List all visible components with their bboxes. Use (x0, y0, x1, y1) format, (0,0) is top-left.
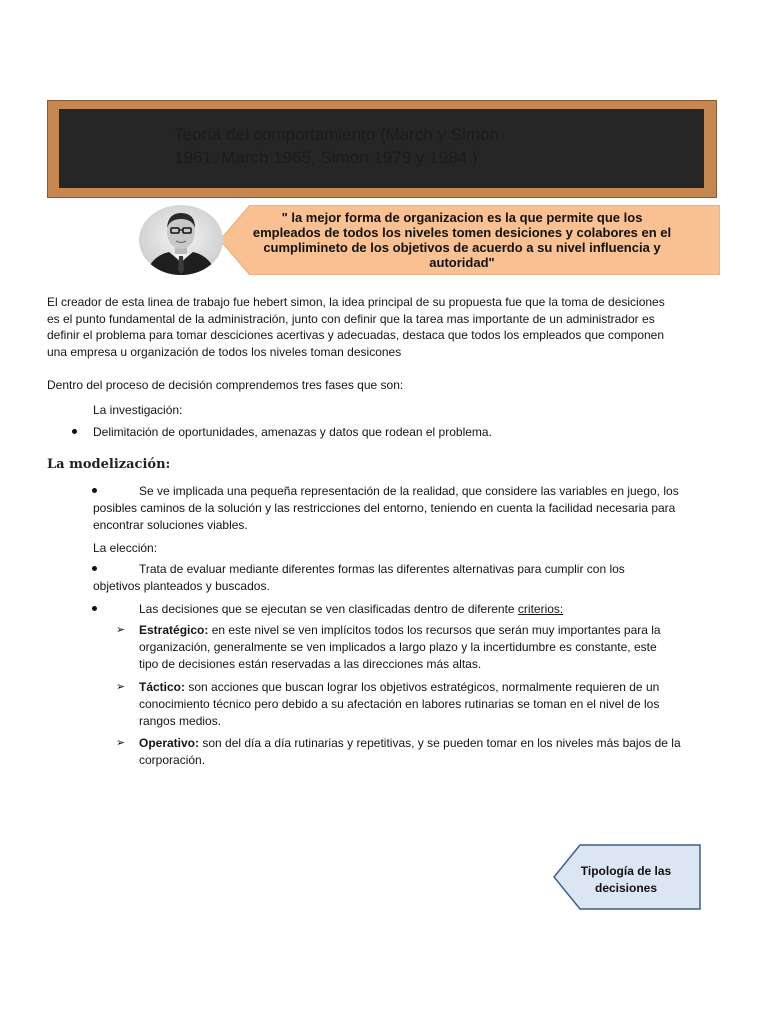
intro-line-2: es el punto fundamental de la administración, junto con definir que la tarea mas importante de un administrador es (47, 311, 655, 326)
investigacion-label: La investigación: (93, 403, 183, 417)
eleccion-label: La elección: (93, 541, 158, 555)
criterio-tactico (139, 679, 729, 729)
quote-line-1: " la mejor forma de organizacion es la que permite que los (281, 210, 643, 225)
estrategico-term: Estratégico: (139, 623, 209, 637)
intro-paragraph (47, 294, 727, 360)
callout-line-1: Tipología de las (580, 864, 672, 878)
operativo-line-1: son del día a día rutinarias y repetitivas, y se pueden tomar en los niveles más bajos de la (199, 736, 681, 750)
modelizacion-heading: La modelización: (47, 457, 171, 472)
bullet-icon (92, 566, 97, 571)
quote-line-4: autoridad" (429, 255, 495, 270)
operativo-term: Operativo: (139, 736, 200, 750)
arrow-bullet-icon: ➢ (116, 737, 126, 749)
portrait-photo (137, 204, 225, 276)
modelizacion-bullet-line-3: encontrar soluciones viables. (93, 518, 248, 532)
estrategico-line-3: tipo de decisiones están reservadas a las direcciones más altas. (139, 657, 482, 671)
quote-line-2: empleados de todos los niveles tomen desiciones y colabores en el (252, 225, 672, 240)
eleccion-bullet-line-2: objetivos planteados y buscados. (93, 579, 270, 593)
page-title (174, 123, 604, 169)
criteria-underlined-word: criterios: (517, 602, 564, 616)
tactico-line-1: son acciones que buscan lograr los objetivos estratégicos, normalmente requieren de un (185, 680, 660, 694)
bullet-icon (92, 488, 97, 493)
estrategico-line-1: en este nivel se ven implícitos todos los recursos que serán muy importantes para la (208, 623, 661, 637)
criterio-operativo (139, 735, 729, 768)
intro-line-4: una empresa u organización de todos los niveles toman desicones (47, 344, 402, 359)
arrow-bullet-icon: ➢ (116, 681, 126, 693)
callout-line-2: decisiones (594, 881, 658, 895)
criterio-estrategico (139, 622, 729, 672)
intro-line-3: definir el problema para tomar desciciones acertivas y adecuadas, destaca que todos los empleados que componen (47, 328, 665, 342)
page-title-line-2: 1961, March 1965, Simon 1979 y 1984 ) (174, 148, 478, 167)
callout-text (570, 863, 682, 897)
phases-intro: Dentro del proceso de decisión comprendemos tres fases que son: (47, 378, 404, 392)
tactico-term: Táctico: (139, 680, 186, 694)
tactico-line-2: conocimiento técnico pero debido a su afectación en labores rutinarias se toman en el nivel de los (139, 697, 660, 711)
operativo-line-2: corporación. (139, 753, 206, 767)
modelizacion-bullet-line-1: Se ve implicada una pequeña representación de la realidad, que considere las variables en juego, los (139, 484, 679, 498)
bullet-icon (72, 429, 77, 434)
page-title-line-1: Teoría del comportamiento (March y Simon (174, 125, 500, 144)
criteria-intro (139, 601, 563, 617)
quote-line-3: cumplimineto de los objetivos de acuerdo a su nivel influencia y (263, 240, 661, 255)
title-banner (47, 100, 717, 198)
investigacion-bullet: Delimitación de oportunidades, amenazas y datos que rodean el problema. (93, 425, 492, 439)
quote-text (232, 210, 692, 270)
estrategico-line-2: organización, generalmente se ven implicados a largo plazo y la incertidumbre es constante, este (139, 640, 657, 654)
criteria-intro-text: Las decisiones que se ejecutan se ven clasificadas dentro de diferente (139, 602, 518, 616)
tactico-line-3: rangos medios. (139, 714, 222, 728)
title-banner-inner (59, 109, 704, 188)
eleccion-bullet-line-1: Trata de evaluar mediante diferentes formas las diferentes alternativas para cumplir con los (139, 562, 625, 576)
intro-line-1: El creador de esta linea de trabajo fue hebert simon, la idea principal de su propuesta fue que la toma de desiciones (47, 295, 665, 309)
arrow-bullet-icon: ➢ (116, 624, 126, 636)
modelizacion-bullet-line-2: posibles caminos de la solución y las restricciones del entorno, teniendo en cuenta la facilidad necesaria para (93, 501, 676, 515)
bullet-icon (92, 606, 97, 611)
